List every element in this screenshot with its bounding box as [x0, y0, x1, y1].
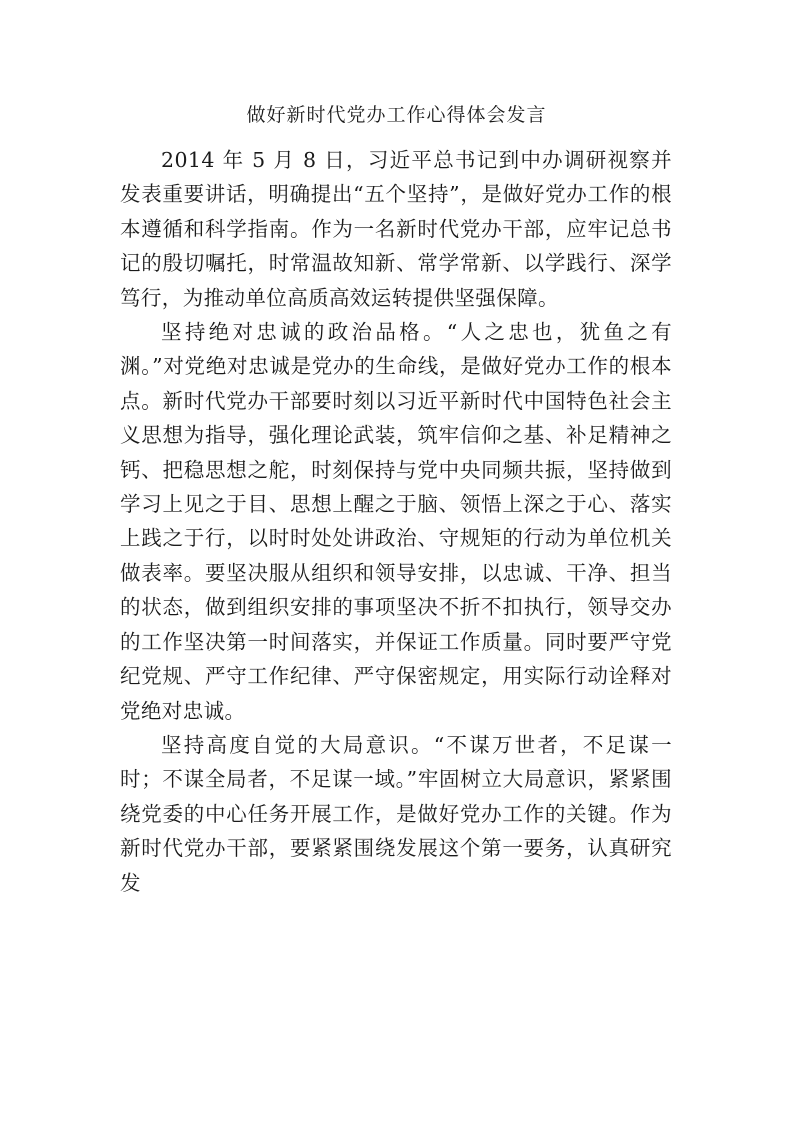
paragraph-intro: 2014 年 5 月 8 日，习近平总书记到中办调研视察并发表重要讲话，明确提出“五个坚持”，是做好党办工作的根本遵循和科学指南。作为一名新时代党办干部，应牢记总书记的殷切嘱托，时常温故知新、常学常新、以学践行、深学笃行，为推动单位高质高效运转提供坚强保障。 [120, 148, 672, 310]
document-title: 做好新时代党办工作心得体会发言 [246, 104, 547, 126]
document-body [120, 143, 672, 900]
paragraph-overall-awareness: 坚持高度自觉的大局意识。“不谋万世者，不足谋一时；不谋全局者，不足谋一域。”牢固树立大局意识，紧紧围绕党委的中心任务开展工作，是做好党办工作的关键。作为新时代党办干部，要紧紧围绕发展这个第一要务，认真研究发 [120, 732, 672, 895]
paragraph-loyalty: 坚持绝对忠诚的政治品格。“人之忠也，犹鱼之有渊。”对党绝对忠诚是党办的生命线，是做好党办工作的根本点。新时代党办干部要时刻以习近平新时代中国特色社会主义思想为指导，强化理论武装，筑牢信仰之基、补足精神之钙、把稳思想之舵，时刻保持与党中央同频共振，坚持做到学习上见之于目、思想上醒之于脑、领悟上深之于心、落实上践之于行，以时时处处讲政治、守规矩的行动为单位机关做表率。要坚决服从组织和领导安排，以忠诚、干净、担当的状态，做到组织安排的事项坚决不折不扣执行，领导交办的工作坚决第一时间落实，并保证工作质量。同时要严守党纪党规、严守工作纪律、严守保密规定，用实际行动诠释对党绝对忠诚。 [120, 320, 672, 723]
